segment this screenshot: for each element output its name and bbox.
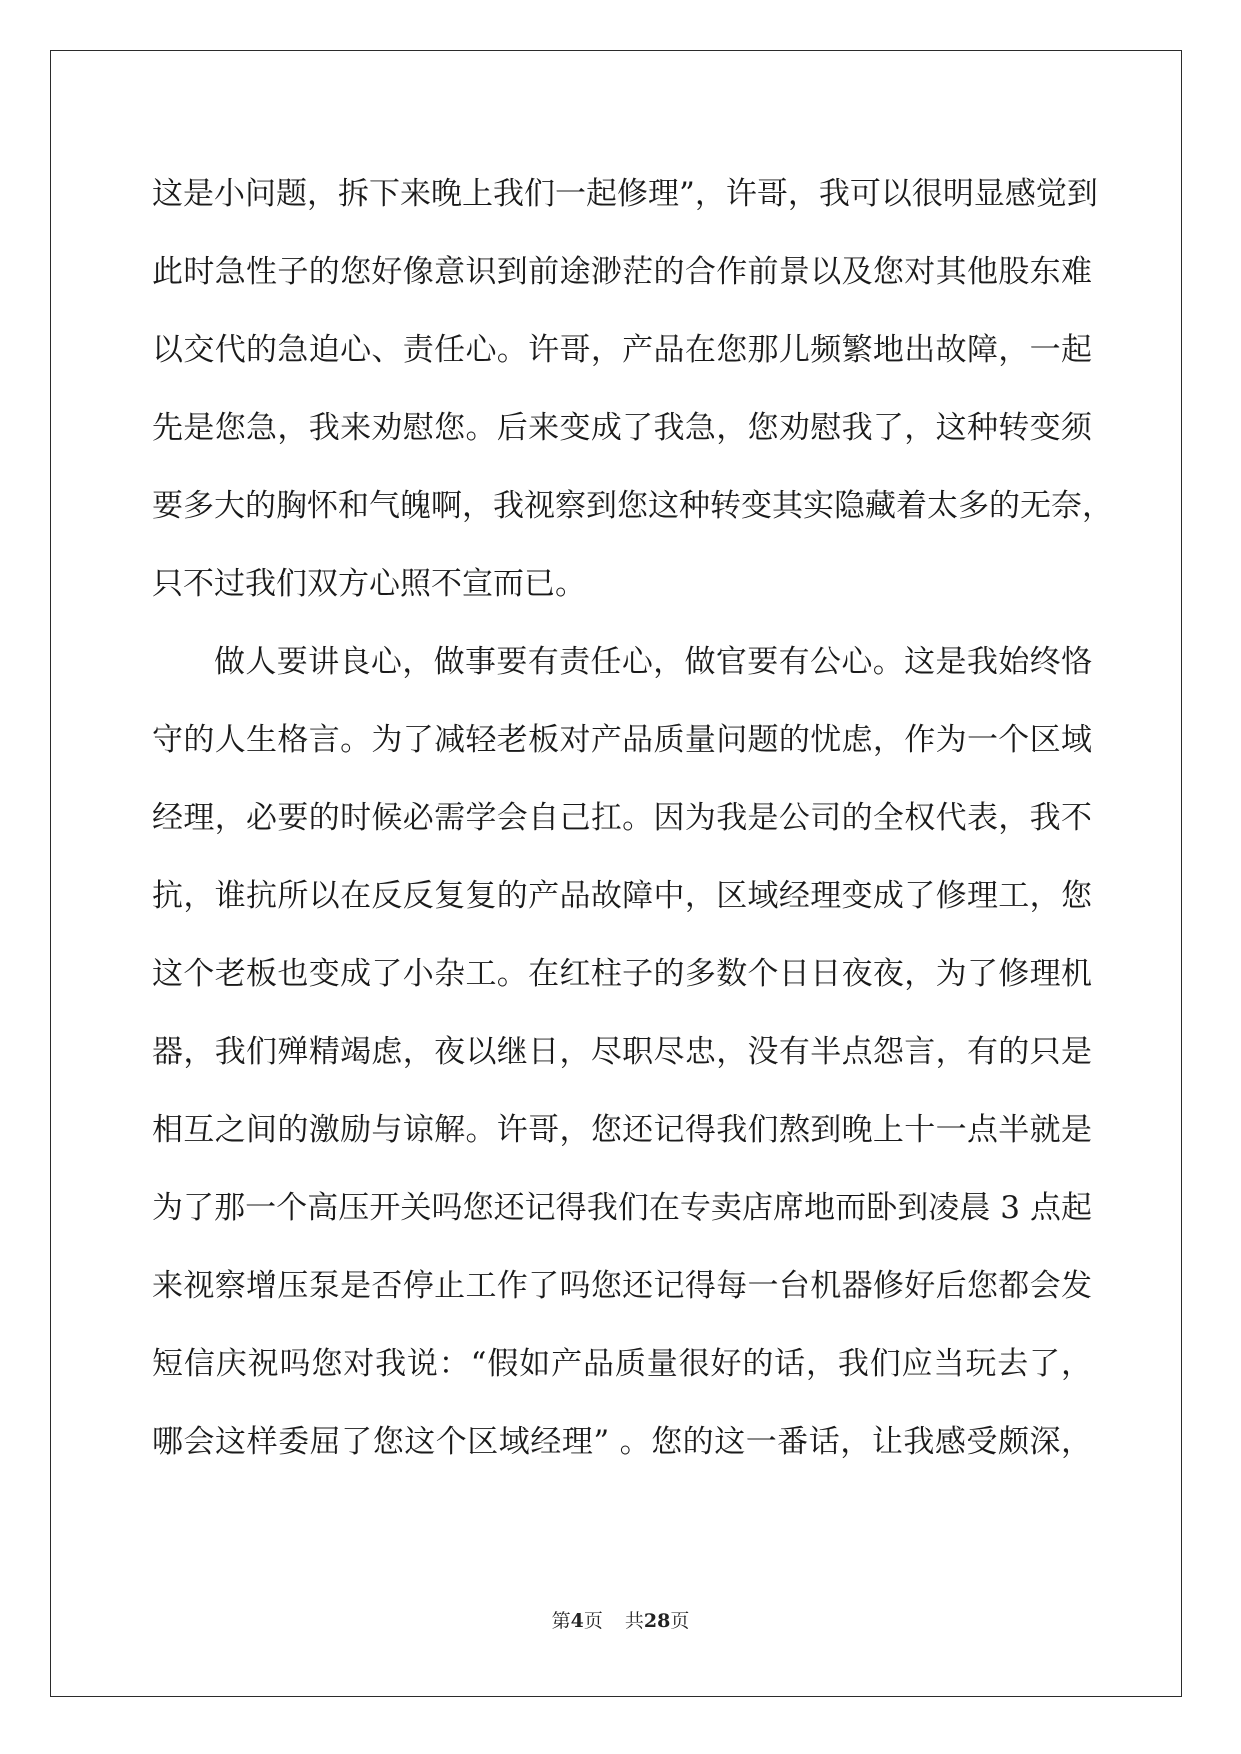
text-line: 器，我们殚精竭虑，夜以继日，尽职尽忠，没有半点怨言，有的只是 xyxy=(152,1034,1092,1070)
page-number: 4 xyxy=(570,1610,584,1632)
footer-total-unit: 页 xyxy=(670,1610,690,1632)
footer-total-prefix: 共 xyxy=(624,1610,644,1632)
text-line: 要多大的胸怀和气魄啊，我视察到您这种转变其实隐藏着太多的无奈， xyxy=(152,488,1113,524)
text-line: 这是小问题，拆下来晚上我们一起修理”，许哥，我可以很明显感觉到 xyxy=(152,176,1098,212)
footer-page-unit: 页 xyxy=(583,1610,603,1632)
total-pages: 28 xyxy=(643,1610,671,1632)
text-line: 短信庆祝吗您对我说：“假如产品质量很好的话，我们应当玩去了， xyxy=(152,1346,1092,1382)
page-footer xyxy=(0,1606,1241,1633)
text-line: 相互之间的激励与谅解。许哥，您还记得我们熬到晚上十一点半就是 xyxy=(152,1112,1092,1148)
text-line: 先是您急，我来劝慰您。后来变成了我急，您劝慰我了，这种转变须 xyxy=(152,410,1092,446)
text-line: 这个老板也变成了小杂工。在红柱子的多数个日日夜夜，为了修理机 xyxy=(152,956,1092,992)
text-line: 只不过我们双方心照不宣而已。 xyxy=(152,566,586,602)
paragraph-1 xyxy=(152,155,1113,623)
text-line: 以交代的急迫心、责任心。许哥，产品在您那儿频繁地出故障，一起 xyxy=(152,332,1092,368)
footer-prefix: 第 xyxy=(551,1610,571,1632)
document-body xyxy=(152,155,1113,1481)
text-line: 哪会这样委屈了您这个区域经理” 。您的这一番话，让我感受颇深， xyxy=(152,1424,1092,1460)
text-line: 做人要讲良心，做事要有责任心，做官要有公心。这是我始终恪 xyxy=(214,644,1092,680)
text-line: 守的人生格言。为了减轻老板对产品质量问题的忧虑，作为一个区域 xyxy=(152,722,1092,758)
text-line: 抗，谁抗所以在反反复复的产品故障中，区域经理变成了修理工，您 xyxy=(152,878,1092,914)
text-line: 此时急性子的您好像意识到前途渺茫的合作前景以及您对其他股东难 xyxy=(152,254,1092,290)
text-line: 为了那一个高压开关吗您还记得我们在专卖店席地而卧到凌晨 3 点起 xyxy=(152,1190,1092,1226)
paragraph-2 xyxy=(152,623,1092,1481)
text-line: 来视察增压泵是否停止工作了吗您还记得每一台机器修好后您都会发 xyxy=(152,1268,1092,1304)
text-line: 经理，必要的时候必需学会自己扛。因为我是公司的全权代表，我不 xyxy=(152,800,1092,836)
